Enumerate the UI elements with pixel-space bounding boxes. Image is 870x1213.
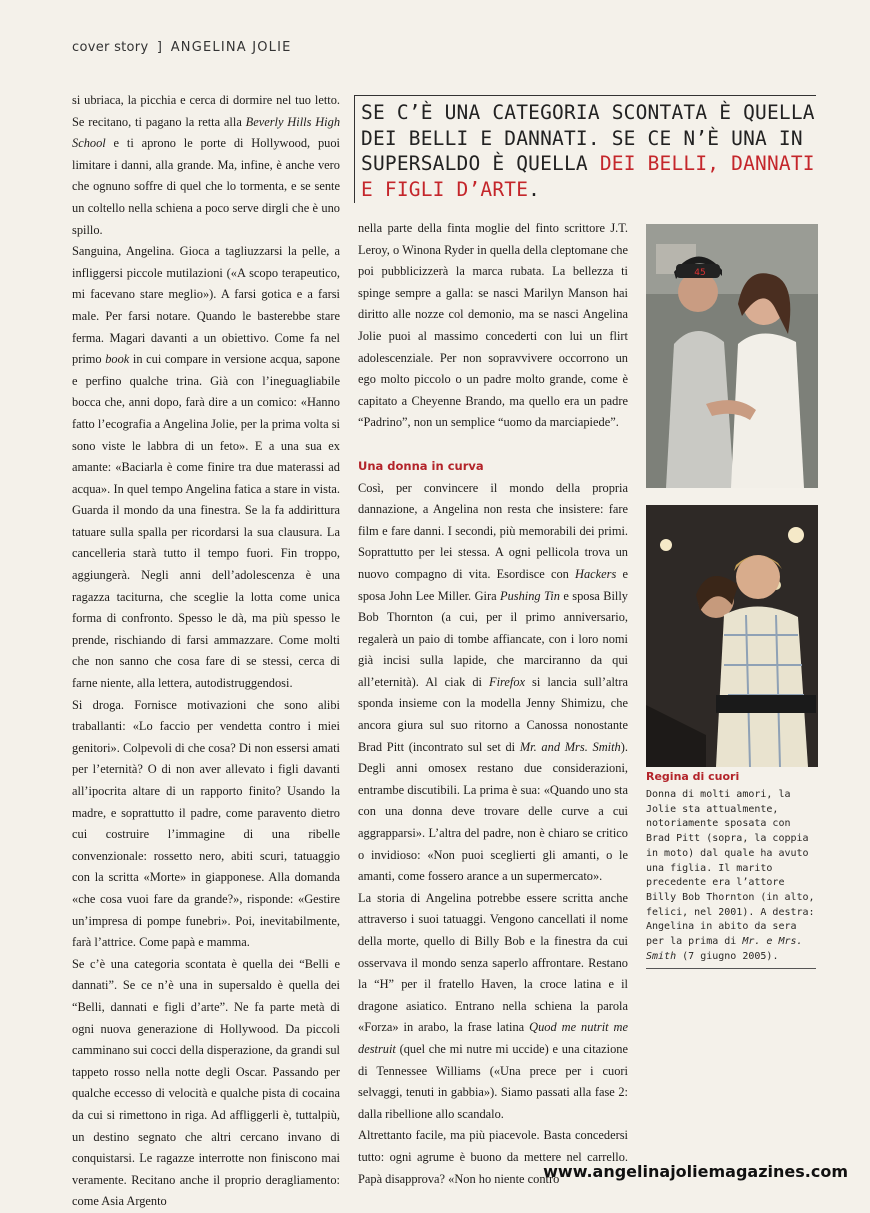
header-separator: ]: [156, 40, 163, 55]
running-header: [72, 40, 292, 55]
header-name: ANGELINA JOLIE: [170, 40, 292, 55]
photo-illustration: [646, 224, 818, 488]
subheading: Una donna in curva: [358, 458, 484, 473]
paragraph: Se c’è una categoria scontata è quella dei “Belli e dannati”. Se ce n’è una in supersaldo è quella dei “Belli, dannati e figli d’arte”. Ne fa parte metà di ogni nuova generazione di Hollywood. Da piccoli camminano sui cocci della disperazione, da grandi sul tappeto rosso nella notte degli Oscar. Passando per qualche eccesso di velocità e qualche pista di cocaina da cui si rimettono in riga. Ad affliggerli è, tuttalpiù, un destino segnato che altri cercano invano di conquistarsi. Le ragazze interrotte non finiscono mai veramente. Recitano anche il proprio deragliamento: come Asia Argento: [72, 956, 340, 1209]
paragraph: Altrettanto facile, ma più piacevole. Basta concedersi tutto: ogni agrume è buono da mettere nel carrello. Papà disapprova? «Non ho niente contro: [358, 1128, 628, 1186]
pull-quote-highlight: DEI BELLI, DANNATI E FIGLI D’ARTE: [361, 152, 815, 201]
caption-title: Regina di cuori: [646, 770, 740, 783]
paragraph: Sanguina, Angelina. Gioca a tagliuzzarsi la pelle, a infliggersi piccole mutilazioni («A scopo terapeutico, mi facevano stare meglio»). A farsi gotica e a farsi male. Per farsi notare. Quando le basterebbe stare ferma. Magari davanti a un obiettivo. Come fa nel primo book in cui compare in versione acqua, sapone e perfino qualche trina. Già con l’ineguagliabile bocca che, anni dopo, farà dire a un comico: «Hanno fatto l’ecografia a Angelina Jolie, per la prima volta si sono viste le labbra di un feto». E a una sua ex amante: «Baciarla è come finire tra due materassi ad acqua». In quel tempo Angelina fatica a stare in vista. Guarda il mondo da una finestra. Se la fa addirittura tatuare sulla spalla per ricordarsi la sua clausura. La cancelleria starà tutto il tempo fuori. Fin troppo, aggiungerà. Negli anni dell’adolescenza è una ragazza taciturna, che sceglie la lotta come unica forma di confronto. Spesso le dà, ma più spesso le prende, rischiando di farsi ammazzare. Come molti che non sanno che cosa fare di se stessi, cerca di farne niente, alla lettera, autodistruggendosi.: [72, 244, 341, 691]
section-label: cover story: [72, 40, 149, 55]
article-column-2: [358, 218, 628, 1190]
photo-caption: Donna di molti amori, la Jolie sta attualmente, notoriamente sposata con Brad Pitt (sopra, la coppia in moto) dal quale ha avuto una figlia. Il marito precedente era l’attore Billy Bob Thornton (in alto, felici, nel 2001). A destra: Angelina in abito da sera per la prima di Mr. e Mrs. Smith (7 giugno 2005).: [646, 788, 816, 969]
paragraph: nella parte della finta moglie del finto scrittore J.T. Leroy, o Winona Ryder in quella della cleptomane che poi pubblicizzerà la marca rubata. La bellezza ti spinge sempre a galla: se nasci Marilyn Manson hai diritto alle nozze col demonio, ma se nasci Angelina Jolie puoi al massimo concederti con lui un flirt adolescenziale. Per non sopravvivere occorrono un ego molto piccolo o un padre molto grande, come è capitato a Cheyenne Brando, ma quello era un padre “Padrino”, non un semplice “uomo da marciapiede”.: [358, 221, 628, 430]
paragraph: si ubriaca, la picchia e cerca di dormire nel tuo letto. Se recitano, ti pagano la retta alla Beverly Hills High School e ti aprono le porte di Hollywood, puoi limitare i danni, alla grande. Ma, infine, è anche vero che ognuno soffre di quel che lo tormenta, e se sente un coltello nella schiena a poco serve dirgli che è uno spillo.: [72, 93, 341, 237]
paragraph: Così, per convincere il mondo della propria dannazione, a Angelina non resta che insistere: fare film e fare danni. I secondi, più memorabili dei primi. Soprattutto per lei stessa. A ogni pellicola trova un nuovo compagno di vita. Esordisce con Hackers e sposa John Lee Miller. Gira Pushing Tin e sposa Billy Bob Thornton (a cui, per il primo anniversario, regalerà un paio di tombe affiancate, con i loro nomi già incisi sulla lapide, che marciranno da qui all’eternità). Al ciak di Firefox si lancia sull’altra sponda insieme con la modella Jenny Shimizu, che ancora giura sul suo ritorno a Canossa nonostante Brad Pitt (incontrato sul set di Mr. and Mrs. Smith). Degli anni omosex restano due considerazioni, entrambe discutibili. La prima è sua: «Quando uno sta con una donna deve trovare delle curve a cui aggrapparsi». L’altra del padre, non è chiaro se critico o invidioso: «Non puoi sceglierti gli amanti, o le amanti, come fossero arance a un supermercato».: [358, 480, 628, 884]
article-column-1: [72, 90, 340, 1213]
pull-quote: SE C’È UNA CATEGORIA SCONTATA È QUELLA DEI BELLI E DANNATI. SE CE N’È UNA IN SUPERSALDO È QUELLA DEI BELLI, DANNATI E FIGLI D’ARTE.: [354, 95, 816, 203]
paragraph: Si droga. Fornisce motivazioni che sono alibi traballanti: «Lo faccio per vendetta contro i miei genitori». Colpevoli di che cosa? Di non essersi amati per l’eternità? O di non aver allevato i figli davanti all’ipocrita altare di un rapporto finito? Usando la madre, e soprattutto il padre, come paravento dietro cui costruire l’immagine di una ribelle convenzionale: rossetto nero, abiti scuri, tatuaggio con la scritta «Morte» in giapponese. Alla domanda «che cosa vuoi fare da grande?», risponde: «Gestire un’impresa di pompe funebri». Poi, inevitabilmente, farà l’attrice. Come papà e mamma.: [72, 697, 340, 950]
photo-illustration: [646, 505, 818, 767]
photo-couple-thornton: [646, 224, 818, 488]
cap-logo: 45: [694, 268, 706, 278]
paragraph: La storia di Angelina potrebbe essere scritta anche attraverso i suoi tatuaggi. Vengono cancellati il nome della morte, quello di Billy Bob e la finestra da cui osservava il mondo senza saperlo affrontare. Restano la “H” per il fratello Haven, la croce latina e il dragone asiatico. Entrano nella schiena la parola «Forza» in arabo, la frase latina Quod me nutrit me destruit (quel che mi nutre mi uccide) e una citazione di Tennessee Williams («Una prece per i cuori selvaggi, tenuti in gabbia»). Siamo passati alla fase 2: dalla ribellione allo scandalo.: [358, 890, 629, 1121]
photo-couple-moto: [646, 505, 818, 767]
website-watermark: www.angelinajoliemagazines.com: [543, 1162, 848, 1181]
